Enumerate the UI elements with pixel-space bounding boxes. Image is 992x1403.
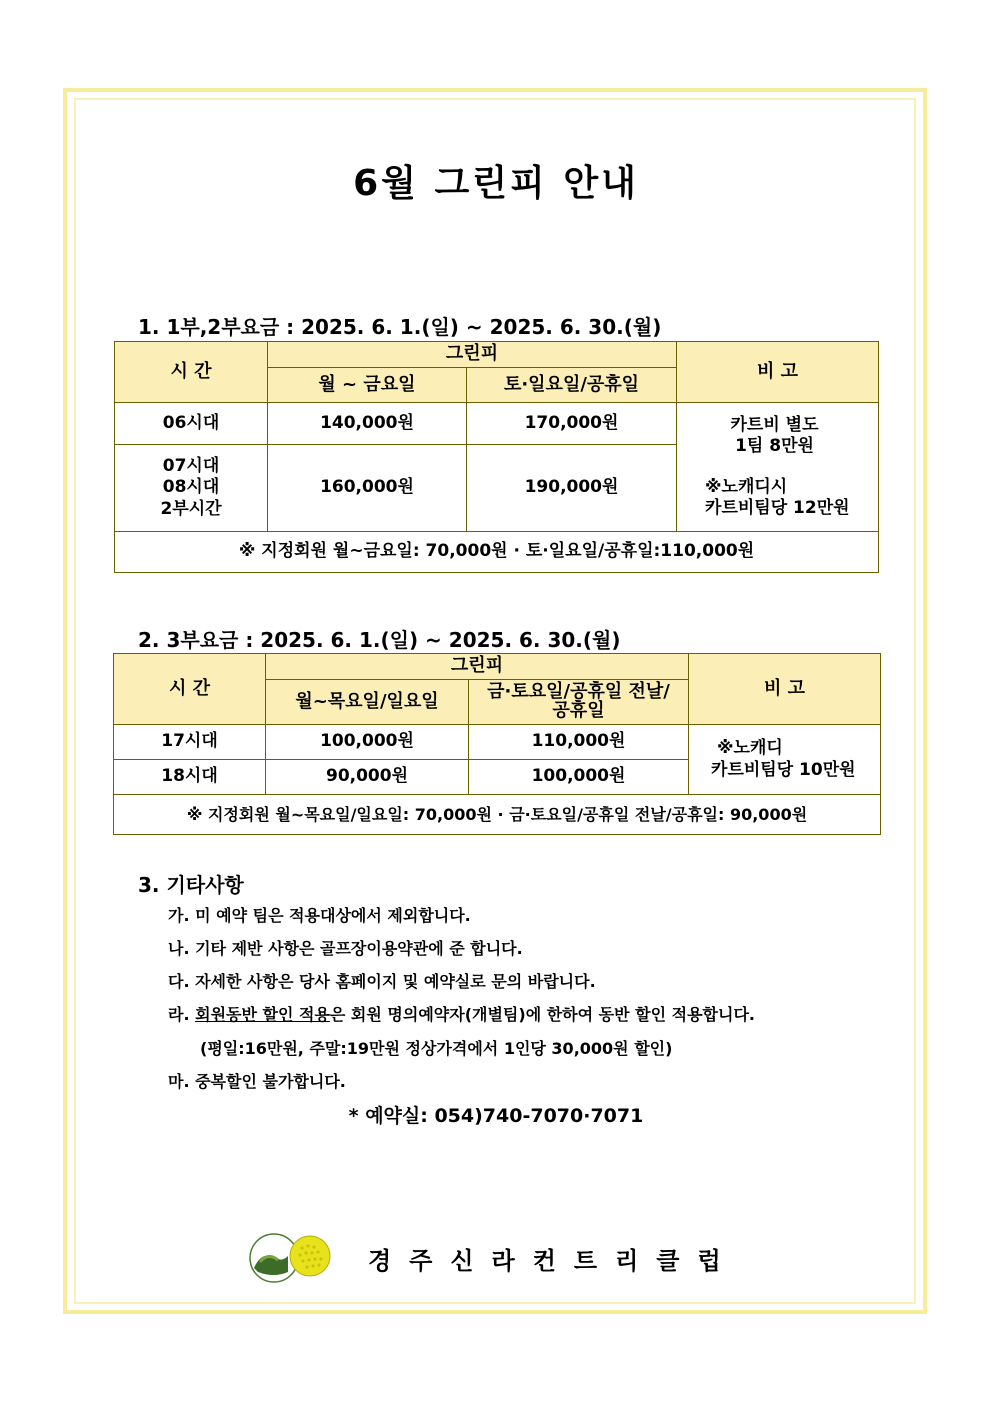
note-line: 1팀 8만원: [735, 435, 814, 456]
reservation-contact: * 예약실: 054)740-7070·7071: [348, 1105, 644, 1127]
fee-table-section1: [114, 341, 879, 573]
time-line: 08시대: [162, 477, 220, 498]
col-weekend-header: [469, 680, 689, 725]
page-title: 6월 그린피 안내: [353, 163, 639, 204]
header-line: 금·토요일/공휴일 전날/: [487, 681, 670, 703]
col-time-header: 시 간: [114, 654, 266, 725]
col-weekend-header: 토·일요일/공휴일: [467, 368, 677, 403]
weekday-price-cell: 90,000원: [266, 760, 469, 795]
underlined-text: 회원동반 할인 적용: [195, 1005, 330, 1024]
table-row: [114, 725, 881, 760]
note-line: ※노캐디: [717, 738, 783, 759]
club-name: 경주신라컨트리클럽: [368, 1246, 739, 1275]
club-footer: [248, 1232, 739, 1284]
col-greenfee-header: 그린피: [266, 654, 689, 680]
time-line: 2부시간: [160, 498, 222, 519]
note-line: 카트비 별도: [730, 414, 819, 435]
item-text: 은 회원 명의예약자(개별팀)에 한하여 동반 할인 적용합니다.: [329, 1005, 755, 1024]
weekend-price-cell: 110,000원: [469, 725, 689, 760]
weekend-price-cell: 170,000원: [467, 403, 677, 445]
section1-heading: 1. 1부,2부요금 : 2025. 6. 1.(일) ~ 2025. 6. 30.(월): [138, 315, 662, 339]
etc-item: 나. 기타 제반 사항은 골프장이용약관에 준 합니다.: [168, 939, 523, 958]
weekday-price-cell: 100,000원: [266, 725, 469, 760]
etc-item: 가. 미 예약 팀은 적용대상에서 제외합니다.: [168, 906, 471, 925]
header-line: 공휴일: [552, 700, 605, 721]
note-line: ※노캐디시: [705, 477, 788, 497]
time-cell: 06시대: [115, 403, 268, 445]
col-weekday-header: 월~목요일/일요일: [266, 680, 469, 725]
item-prefix: 라.: [168, 1005, 196, 1024]
col-time-header: 시 간: [115, 342, 268, 403]
etc-item-discount-detail: (평일:16만원, 주말:19만원 정상가격에서 1인당 30,000원 할인): [200, 1039, 673, 1058]
note-line: 카트비팀당 10만원: [711, 759, 856, 780]
col-greenfee-header: 그린피: [268, 342, 677, 368]
fee-table-section2: [113, 653, 881, 835]
table-row: [115, 403, 879, 445]
etc-item: 다. 자세한 사항은 당사 홈페이지 및 예약실로 문의 바랍니다.: [168, 972, 596, 991]
time-cell: 18시대: [114, 760, 266, 795]
note-cell: [677, 403, 879, 532]
time-cell: [115, 445, 268, 532]
note-line: 카트비팀당 12만원: [705, 498, 850, 519]
section3-heading: 3. 기타사항: [138, 873, 244, 897]
etc-item-discount: [168, 1002, 755, 1025]
weekday-price-cell: 160,000원: [268, 445, 467, 532]
col-note-header: 비 고: [677, 342, 879, 403]
weekend-price-cell: 100,000원: [469, 760, 689, 795]
member-fee-note: ※ 지정회원 월~금요일: 70,000원 · 토·일요일/공휴일:110,000원: [115, 532, 879, 573]
weekday-price-cell: 140,000원: [268, 403, 467, 445]
weekend-price-cell: 190,000원: [467, 445, 677, 532]
note-cell: [689, 725, 881, 795]
col-note-header: 비 고: [689, 654, 881, 725]
member-fee-note: ※ 지정회원 월~목요일/일요일: 70,000원 · 금·토요일/공휴일 전날/공휴일: 90,000원: [114, 795, 881, 835]
col-weekday-header: 월 ~ 금요일: [268, 368, 467, 403]
time-line: 07시대: [162, 456, 220, 477]
time-cell: 17시대: [114, 725, 266, 760]
section2-heading: 2. 3부요금 : 2025. 6. 1.(일) ~ 2025. 6. 30.(월): [138, 628, 621, 652]
etc-item: 마. 중복할인 불가합니다.: [168, 1072, 346, 1091]
club-logo-icon: [248, 1232, 338, 1284]
